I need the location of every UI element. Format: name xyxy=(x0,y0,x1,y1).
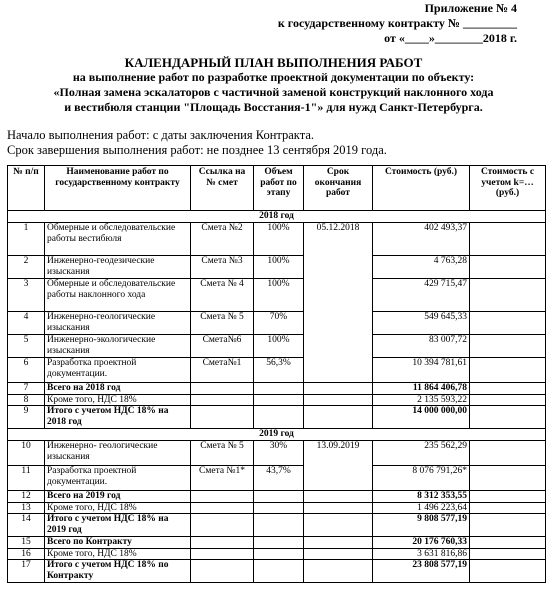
calendar-plan-table xyxy=(7,165,546,583)
total-contract-row xyxy=(8,537,546,549)
empty-cell xyxy=(470,502,546,514)
withvat-contract-label: Итого с учетом НДС 18% по Контракту xyxy=(45,560,191,583)
empty-cell xyxy=(470,394,546,406)
total-2019-label: Всего на 2019 год xyxy=(45,491,191,503)
empty-cell xyxy=(254,491,304,503)
total-2018-cost: 11 864 406,78 xyxy=(373,383,470,395)
empty-cell xyxy=(304,502,373,514)
row-cost-k xyxy=(470,441,546,466)
row-cost-k xyxy=(470,256,546,279)
row-num: 1 xyxy=(8,223,45,256)
document-subtitle-line-2: «Полная замена эскалаторов с частичной заменой конструкций наклонного хода xyxy=(53,85,494,99)
header-deadline: Срок окончания работ xyxy=(304,166,373,211)
row-cost: 402 493,37 xyxy=(373,223,470,256)
row-num: 5 xyxy=(8,335,45,358)
empty-cell xyxy=(191,514,254,537)
empty-cell xyxy=(191,537,254,549)
withvat-2018-cost: 14 000 000,00 xyxy=(373,406,470,429)
vat-contract-cost: 3 631 816,86 xyxy=(373,548,470,560)
row-cost: 235 562,29 xyxy=(373,441,470,466)
empty-cell xyxy=(470,406,546,429)
empty-cell xyxy=(470,383,546,395)
row-cost-k xyxy=(470,223,546,256)
total-2019-row xyxy=(8,491,546,503)
row-ref: Смета №1* xyxy=(191,466,254,491)
header-num: № п/п xyxy=(8,166,45,211)
row-cost: 8 076 791,26* xyxy=(373,466,470,491)
deadline-2019: 13.09.2019 xyxy=(304,441,373,491)
empty-cell xyxy=(470,491,546,503)
row-ref: Смета№1 xyxy=(191,358,254,383)
empty-cell xyxy=(304,537,373,549)
empty-cell xyxy=(304,406,373,429)
empty-cell xyxy=(470,537,546,549)
withvat-2018-label: Итого с учетом НДС 18% на 2018 год xyxy=(45,406,191,429)
table-row xyxy=(8,312,546,335)
withvat-contract-row xyxy=(8,560,546,583)
row-num: 3 xyxy=(8,279,45,312)
empty-cell xyxy=(254,560,304,583)
row-cost: 4 763,28 xyxy=(373,256,470,279)
row-name: Инженерно- геологические изыскания xyxy=(45,441,191,466)
year-2019-label: 2019 год xyxy=(8,429,546,441)
empty-cell xyxy=(191,502,254,514)
row-name: Инженерно-геологические изыскания xyxy=(45,312,191,335)
row-num: 4 xyxy=(8,312,45,335)
vat-2019-label: Кроме того, НДС 18% xyxy=(45,502,191,514)
deadline-2018: 05.12.2018 xyxy=(304,223,373,383)
row-num: 9 xyxy=(8,406,45,429)
header-cost-k: Стоимость с учетом k=… (руб.) xyxy=(470,166,546,211)
row-volume: 100% xyxy=(254,256,304,279)
row-cost-k xyxy=(470,312,546,335)
table-row xyxy=(8,466,546,491)
row-cost-k xyxy=(470,279,546,312)
empty-cell xyxy=(304,560,373,583)
row-volume: 70% xyxy=(254,312,304,335)
year-2018-row xyxy=(8,211,546,223)
row-cost: 10 394 781,61 xyxy=(373,358,470,383)
empty-cell xyxy=(304,383,373,395)
row-name: Разработка проектной документации. xyxy=(45,358,191,383)
empty-cell xyxy=(191,406,254,429)
row-ref: Смета №2 xyxy=(191,223,254,256)
total-contract-label: Всего по Контракту xyxy=(45,537,191,549)
vat-2019-cost: 1 496 223,64 xyxy=(373,502,470,514)
empty-cell xyxy=(254,537,304,549)
year-2019-row xyxy=(8,429,546,441)
withvat-2018-row xyxy=(8,406,546,429)
row-name: Инженерно-геодезические изыскания xyxy=(45,256,191,279)
empty-cell xyxy=(191,394,254,406)
document-subtitle-line-1: на выполнение работ по разработке проектной документации по объекту: xyxy=(72,70,475,84)
vat-contract-row xyxy=(8,548,546,560)
row-cost: 83 007,72 xyxy=(373,335,470,358)
empty-cell xyxy=(304,491,373,503)
vat-2019-row xyxy=(8,502,546,514)
empty-cell xyxy=(470,548,546,560)
row-ref: Смета № 4 xyxy=(191,279,254,312)
total-2019-cost: 8 312 353,55 xyxy=(373,491,470,503)
vat-contract-label: Кроме того, НДС 18% xyxy=(45,548,191,560)
table-header-row xyxy=(8,166,546,211)
row-num: 13 xyxy=(8,502,45,514)
row-num: 14 xyxy=(8,514,45,537)
table-row xyxy=(8,256,546,279)
row-num: 12 xyxy=(8,491,45,503)
row-num: 16 xyxy=(8,548,45,560)
row-ref: Смета № 5 xyxy=(191,312,254,335)
row-ref: Смета № 5 xyxy=(191,441,254,466)
empty-cell xyxy=(470,560,546,583)
empty-cell xyxy=(191,383,254,395)
row-volume: 30% xyxy=(254,441,304,466)
vat-2018-row xyxy=(8,394,546,406)
row-volume: 43,7% xyxy=(254,466,304,491)
empty-cell xyxy=(191,491,254,503)
row-num: 15 xyxy=(8,537,45,549)
row-num: 8 xyxy=(8,394,45,406)
empty-cell xyxy=(254,394,304,406)
contract-date: от «____»________2018 г. xyxy=(384,31,517,45)
vat-2018-cost: 2 135 593,22 xyxy=(373,394,470,406)
row-num: 7 xyxy=(8,383,45,395)
empty-cell xyxy=(304,514,373,537)
row-cost-k xyxy=(470,466,546,491)
row-num: 2 xyxy=(8,256,45,279)
header-volume: Объем работ по этапу xyxy=(254,166,304,211)
row-cost: 549 645,33 xyxy=(373,312,470,335)
empty-cell xyxy=(470,514,546,537)
withvat-2019-label: Итого с учетом НДС 18% на 2019 год xyxy=(45,514,191,537)
table-row xyxy=(8,335,546,358)
row-num: 17 xyxy=(8,560,45,583)
empty-cell xyxy=(254,548,304,560)
row-num: 6 xyxy=(8,358,45,383)
work-deadline-text: Срок завершения выполнения работ: не позднее 13 сентября 2019 года. xyxy=(7,143,387,157)
header-name: Наименование работ по государственному контракту xyxy=(45,166,191,211)
empty-cell xyxy=(254,383,304,395)
row-volume: 100% xyxy=(254,335,304,358)
row-name: Обмерные и обследовательские работы вестибюля xyxy=(45,223,191,256)
work-start-text: Начало выполнения работ: с даты заключения Контракта. xyxy=(7,128,314,142)
withvat-2019-cost: 9 808 577,19 xyxy=(373,514,470,537)
table-row xyxy=(8,441,546,466)
row-num: 10 xyxy=(8,441,45,466)
row-name: Инженерно-экологические изыскания xyxy=(45,335,191,358)
row-ref: Смета№6 xyxy=(191,335,254,358)
empty-cell xyxy=(254,514,304,537)
empty-cell xyxy=(191,560,254,583)
year-2018-label: 2018 год xyxy=(8,211,546,223)
empty-cell xyxy=(254,502,304,514)
empty-cell xyxy=(191,548,254,560)
row-volume: 100% xyxy=(254,223,304,256)
row-cost-k xyxy=(470,335,546,358)
document-subtitle-line-3: и вестибюля станции "Площадь Восстания-1"» для нужд Санкт-Петербурга. xyxy=(64,100,483,114)
row-name: Обмерные и обследовательские работы наклонного хода xyxy=(45,279,191,312)
empty-cell xyxy=(254,406,304,429)
row-name: Разработка проектной документации. xyxy=(45,466,191,491)
header-ref: Ссылка на № смет xyxy=(191,166,254,211)
total-contract-cost: 20 176 760,33 xyxy=(373,537,470,549)
total-2018-label: Всего на 2018 год xyxy=(45,383,191,395)
table-row xyxy=(8,223,546,256)
row-volume: 56,3% xyxy=(254,358,304,383)
appendix-label: Приложение № 4 xyxy=(424,1,517,15)
vat-2018-label: Кроме того, НДС 18% xyxy=(45,394,191,406)
row-volume: 100% xyxy=(254,279,304,312)
contract-reference: к государственному контракту № _________ xyxy=(277,16,517,30)
row-ref: Смета №3 xyxy=(191,256,254,279)
empty-cell xyxy=(304,394,373,406)
withvat-contract-cost: 23 808 577,19 xyxy=(373,560,470,583)
row-num: 11 xyxy=(8,466,45,491)
withvat-2019-row xyxy=(8,514,546,537)
total-2018-row xyxy=(8,383,546,395)
row-cost-k xyxy=(470,358,546,383)
empty-cell xyxy=(304,548,373,560)
document-title: КАЛЕНДАРНЫЙ ПЛАН ВЫПОЛНЕНИЯ РАБОТ xyxy=(124,55,423,70)
table-row xyxy=(8,279,546,312)
row-cost: 429 715,47 xyxy=(373,279,470,312)
header-cost: Стоимость (руб.) xyxy=(373,166,470,211)
table-row xyxy=(8,358,546,383)
